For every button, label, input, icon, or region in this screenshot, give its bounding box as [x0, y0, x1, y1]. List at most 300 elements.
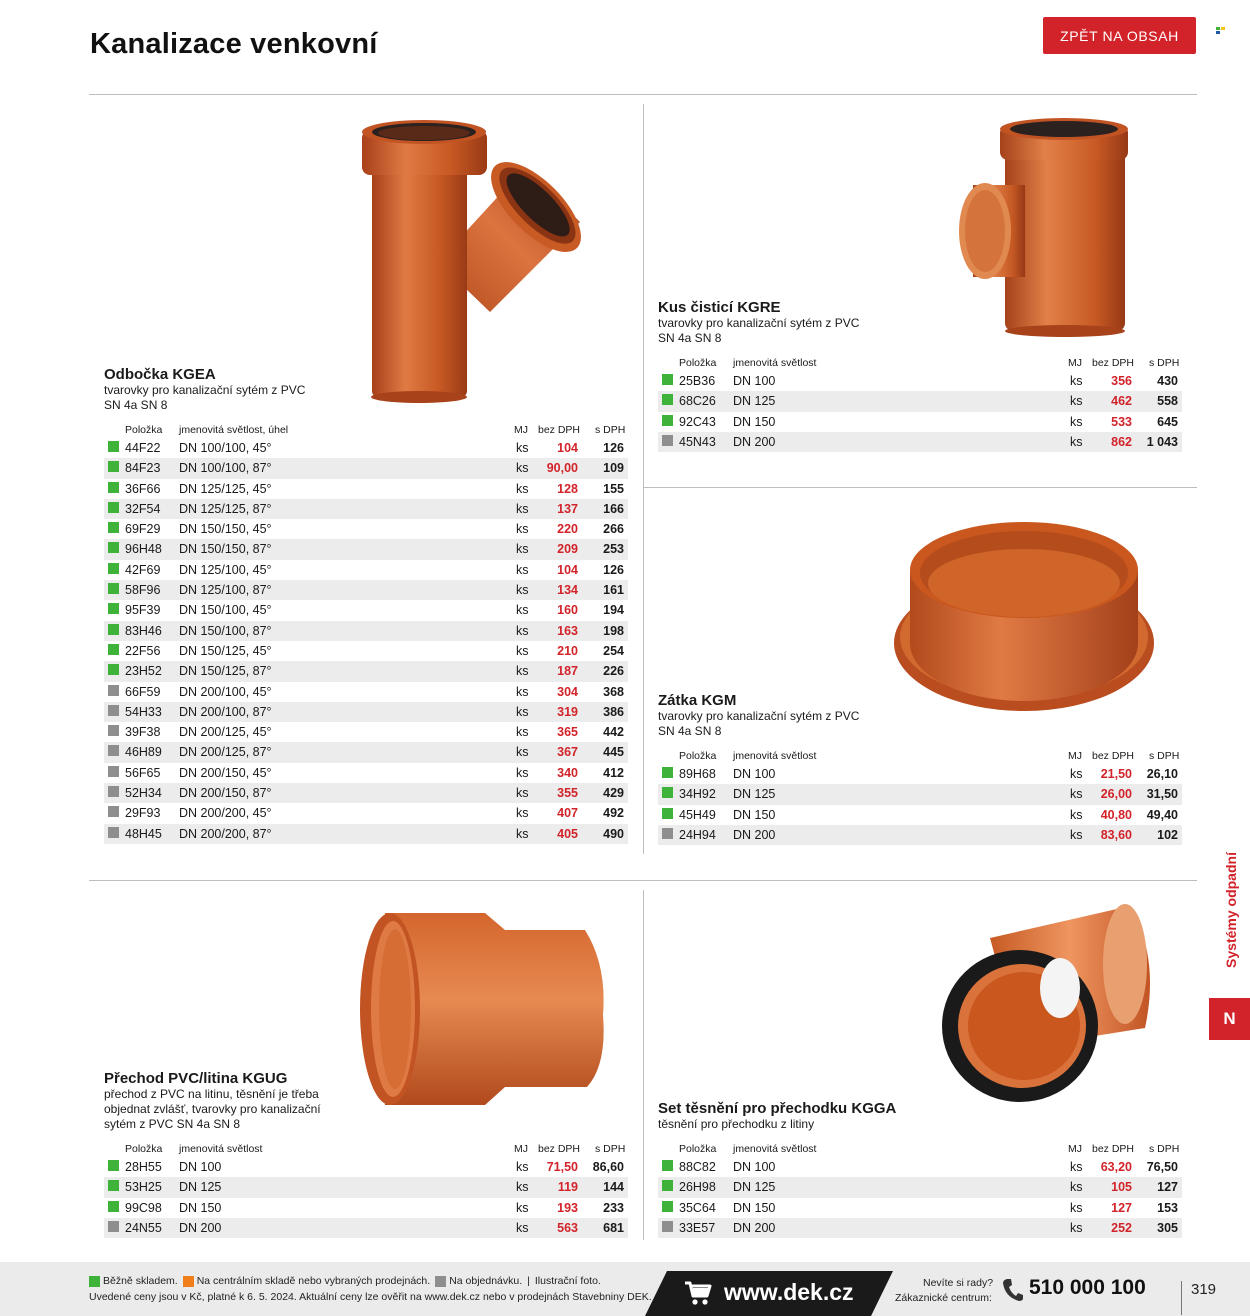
item-code: 44F22: [125, 441, 161, 455]
item-code: 28H55: [125, 1160, 162, 1174]
table-row[interactable]: [104, 702, 628, 722]
header-unit: MJ: [1068, 750, 1082, 762]
price-gross: 412: [603, 765, 624, 780]
kgm-table: [658, 748, 1182, 845]
phone-number[interactable]: 510 000 100: [1029, 1276, 1146, 1299]
item-size: DN 150: [733, 1200, 776, 1215]
section-side-label: Systémy odpadní: [1223, 852, 1239, 968]
item-unit: ks: [1070, 807, 1083, 822]
divider: [643, 104, 644, 854]
header-item: Položka: [679, 750, 717, 762]
table-row[interactable]: [104, 479, 628, 499]
header-item: Položka: [679, 1143, 717, 1155]
on-order-square-icon: [435, 1276, 446, 1287]
kgga-subtitle: těsnění pro přechodku z litiny: [658, 1117, 815, 1131]
item-code: 96H48: [125, 542, 162, 557]
price-gross: 109: [603, 461, 624, 476]
item-code: 36F66: [125, 481, 161, 496]
item-code: 46H89: [125, 745, 162, 760]
table-row[interactable]: [104, 499, 628, 519]
section-tab-n[interactable]: N: [1209, 998, 1250, 1040]
in-stock-square-icon: [662, 394, 673, 405]
in-stock-square-icon: [108, 1160, 119, 1171]
table-row[interactable]: [104, 641, 628, 661]
price-gross: 86,60: [592, 1160, 624, 1174]
item-unit: ks: [1070, 1220, 1083, 1235]
table-row[interactable]: [104, 1177, 628, 1197]
item-code: 69F29: [125, 522, 161, 537]
in-stock-square-icon: [108, 664, 119, 675]
price-net: 365: [557, 725, 578, 740]
price-net: 21,50: [1100, 767, 1132, 781]
header-size: jmenovitá světlost: [733, 357, 817, 369]
item-unit: ks: [516, 1180, 529, 1195]
header-size: jmenovitá světlost, úhel: [179, 424, 289, 436]
item-code: 88C82: [679, 1160, 716, 1174]
kgm-title: Zátka KGM: [658, 692, 737, 709]
item-unit: ks: [516, 1160, 529, 1174]
price-net: 160: [557, 603, 578, 618]
item-unit: ks: [516, 786, 529, 801]
table-header: [104, 422, 628, 438]
price-net: 127: [1111, 1200, 1132, 1215]
item-code: 89H68: [679, 767, 716, 781]
header-price-gross: s DPH: [1149, 1143, 1180, 1155]
kgga-title: Set těsnění pro přechodku KGGA: [658, 1100, 897, 1117]
kgug-subtitle-3: sytém z PVC SN 4a SN 8: [104, 1117, 241, 1131]
item-size: DN 100: [733, 1160, 776, 1174]
in-stock-square-icon: [108, 1180, 119, 1191]
price-gross: 144: [603, 1180, 624, 1195]
item-unit: ks: [516, 461, 529, 476]
table-row[interactable]: [658, 391, 1182, 411]
header-item: Položka: [125, 424, 163, 436]
price-net: 134: [557, 583, 578, 598]
kgga-table: [658, 1141, 1182, 1238]
header-unit: MJ: [514, 1143, 528, 1155]
kgre-subtitle-2: SN 4a SN 8: [658, 331, 722, 345]
price-gross: 226: [603, 664, 624, 679]
legend-in-stock: Běžně skladem.: [103, 1275, 178, 1287]
phone-icon: [1002, 1278, 1024, 1302]
in-stock-square-icon: [662, 415, 673, 426]
price-net: 71,50: [546, 1160, 578, 1174]
central-stock-square-icon: [183, 1276, 194, 1287]
table-row[interactable]: [658, 1218, 1182, 1238]
cart-icon: [684, 1280, 712, 1306]
on-order-square-icon: [108, 685, 119, 696]
item-unit: ks: [516, 603, 529, 618]
price-gross: 445: [603, 745, 624, 760]
item-code: 48H45: [125, 826, 162, 841]
on-order-square-icon: [108, 766, 119, 777]
table-row[interactable]: [104, 742, 628, 762]
price-net: 104: [557, 562, 578, 577]
item-code: 24N55: [125, 1220, 162, 1235]
table-row[interactable]: [104, 539, 628, 559]
item-unit: ks: [516, 745, 529, 760]
table-row[interactable]: [658, 784, 1182, 804]
divider: [643, 487, 1197, 488]
price-gross: 490: [603, 826, 624, 841]
table-header: [658, 748, 1182, 764]
item-size: DN 125: [733, 787, 776, 802]
price-gross: 429: [603, 786, 624, 801]
price-net: 533: [1111, 414, 1132, 429]
in-stock-square-icon: [108, 603, 119, 614]
item-size: DN 200/125, 87°: [179, 745, 272, 760]
in-stock-square-icon: [662, 1201, 673, 1212]
table-row[interactable]: [104, 803, 628, 823]
header-unit: MJ: [1068, 1143, 1082, 1155]
legend-illustration: Ilustrační foto.: [534, 1275, 601, 1287]
item-unit: ks: [516, 684, 529, 699]
price-net: 137: [557, 501, 578, 516]
item-code: 34H92: [679, 787, 716, 802]
legend-central: Na centrálním skladě nebo vybraných prodejnách.: [196, 1275, 431, 1287]
price-net: 405: [557, 826, 578, 841]
price-net: 26,00: [1100, 787, 1132, 802]
item-size: DN 200/150, 87°: [179, 786, 272, 801]
on-order-square-icon: [108, 705, 119, 716]
item-size: DN 150/100, 87°: [179, 623, 272, 638]
header-price-gross: s DPH: [1149, 357, 1180, 369]
table-row[interactable]: [104, 458, 628, 478]
header-size: jmenovitá světlost: [733, 1143, 817, 1155]
item-size: DN 150/150, 45°: [179, 522, 272, 537]
in-stock-square-icon: [108, 441, 119, 452]
price-net: 367: [557, 745, 578, 760]
header-price-gross: s DPH: [595, 424, 626, 436]
price-note: Uvedené ceny jsou v Kč, platné k 6. 5. 2024. Aktuální ceny lze ověřit na www.dek.cz nebo v prodejnách Stavebniny DEK.: [89, 1291, 652, 1303]
item-code: 54H33: [125, 704, 162, 719]
price-net: 462: [1111, 394, 1132, 409]
item-unit: ks: [516, 542, 529, 557]
item-size: DN 200/200, 87°: [179, 826, 272, 841]
price-gross: 368: [603, 684, 624, 699]
price-gross: 558: [1157, 394, 1178, 409]
item-code: 45H49: [679, 807, 716, 822]
in-stock-square-icon: [108, 482, 119, 493]
price-gross: 305: [1157, 1220, 1178, 1235]
item-code: 23H52: [125, 664, 162, 679]
item-code: 26H98: [679, 1180, 716, 1195]
table-row[interactable]: [104, 519, 628, 539]
in-stock-square-icon: [108, 502, 119, 513]
item-size: DN 200: [733, 827, 776, 842]
kgea-subtitle-2: SN 4a SN 8: [104, 398, 168, 412]
table-row[interactable]: [658, 1198, 1182, 1218]
item-unit: ks: [1070, 414, 1083, 429]
item-unit: ks: [1070, 1200, 1083, 1215]
item-size: DN 200: [733, 1220, 776, 1235]
item-code: 68C26: [679, 394, 716, 409]
item-unit: ks: [516, 664, 529, 679]
price-gross: 26,10: [1146, 767, 1178, 781]
table-row[interactable]: [104, 1198, 628, 1218]
price-net: 40,80: [1100, 807, 1132, 822]
item-unit: ks: [516, 441, 529, 455]
header-price-gross: s DPH: [1149, 750, 1180, 762]
price-gross: 126: [603, 441, 624, 455]
item-code: 35C64: [679, 1200, 716, 1215]
help-question: Nevíte si rady?: [923, 1277, 994, 1289]
price-net: 862: [1111, 434, 1132, 449]
item-code: 29F93: [125, 806, 161, 821]
item-unit: ks: [1070, 394, 1083, 409]
kgm-subtitle: tvarovky pro kanalizační sytém z PVC: [658, 709, 860, 723]
divider: [643, 890, 644, 1240]
price-gross: 645: [1157, 414, 1178, 429]
header-item: Položka: [125, 1143, 163, 1155]
on-order-square-icon: [108, 725, 119, 736]
kgug-title: Přechod PVC/litina KGUG: [104, 1070, 288, 1087]
item-size: DN 125: [179, 1180, 222, 1195]
price-net: 210: [557, 643, 578, 658]
table-row[interactable]: [104, 722, 628, 742]
header-price-net: bez DPH: [1092, 750, 1135, 762]
item-size: DN 150/125, 45°: [179, 643, 272, 658]
price-gross: 49,40: [1146, 807, 1178, 822]
item-size: DN 125: [733, 1180, 776, 1195]
in-stock-square-icon: [108, 563, 119, 574]
in-stock-square-icon: [662, 1160, 673, 1171]
table-row[interactable]: [104, 600, 628, 620]
item-size: DN 200/100, 87°: [179, 704, 272, 719]
item-code: 84F23: [125, 461, 161, 476]
table-row[interactable]: [104, 682, 628, 702]
item-size: DN 150/100, 45°: [179, 603, 272, 618]
table-header: [104, 1141, 628, 1157]
item-size: DN 100: [179, 1160, 222, 1174]
table-row[interactable]: [658, 825, 1182, 845]
item-size: DN 150/150, 87°: [179, 542, 272, 557]
table-row[interactable]: [104, 824, 628, 844]
footer-divider: [1181, 1281, 1182, 1315]
item-unit: ks: [516, 765, 529, 780]
price-gross: 198: [603, 623, 624, 638]
in-stock-square-icon: [108, 644, 119, 655]
price-net: 319: [557, 704, 578, 719]
kgea-title: Odbočka KGEA: [104, 366, 216, 383]
item-unit: ks: [516, 704, 529, 719]
item-unit: ks: [1070, 787, 1083, 802]
header-size: jmenovitá světlost: [733, 750, 817, 762]
page-number: 319: [1191, 1281, 1217, 1298]
price-gross: 161: [603, 583, 624, 598]
item-unit: ks: [516, 623, 529, 638]
table-row[interactable]: [104, 763, 628, 783]
price-net: 356: [1111, 374, 1132, 388]
header-price-net: bez DPH: [538, 1143, 581, 1155]
item-size: DN 150: [179, 1200, 222, 1215]
item-code: 25B36: [679, 374, 716, 388]
item-size: DN 150/125, 87°: [179, 664, 272, 679]
price-gross: 430: [1157, 374, 1178, 388]
header-item: Položka: [679, 357, 717, 369]
kgea-subtitle: tvarovky pro kanalizační sytém z PVC: [104, 383, 306, 397]
flag-icon: [1216, 27, 1225, 34]
price-net: 304: [557, 684, 578, 699]
header-price-net: bez DPH: [1092, 1143, 1135, 1155]
price-gross: 194: [603, 603, 624, 618]
in-stock-square-icon: [108, 542, 119, 553]
table-row[interactable]: [658, 764, 1182, 784]
price-gross: 233: [603, 1200, 624, 1215]
price-net: 340: [557, 765, 578, 780]
table-header: [658, 1141, 1182, 1157]
price-gross: 253: [603, 542, 624, 557]
price-net: 252: [1111, 1220, 1132, 1235]
item-code: 52H34: [125, 786, 162, 801]
header-price-net: bez DPH: [1092, 357, 1135, 369]
header-unit: MJ: [1068, 357, 1082, 369]
page-title: Kanalizace venkovní: [90, 28, 378, 60]
item-unit: ks: [1070, 434, 1083, 449]
price-net: 90,00: [546, 461, 578, 476]
item-unit: ks: [1070, 374, 1083, 388]
item-unit: ks: [516, 562, 529, 577]
in-stock-square-icon: [662, 1180, 673, 1191]
price-net: 128: [557, 481, 578, 496]
in-stock-square-icon: [662, 808, 673, 819]
header-price-gross: s DPH: [595, 1143, 626, 1155]
legend-separator: |: [527, 1275, 530, 1287]
item-code: 99C98: [125, 1200, 162, 1215]
item-size: DN 200/150, 45°: [179, 765, 272, 780]
header-price-net: bez DPH: [538, 424, 581, 436]
table-row[interactable]: [104, 621, 628, 641]
on-order-square-icon: [662, 828, 673, 839]
item-unit: ks: [516, 501, 529, 516]
on-order-square-icon: [108, 827, 119, 838]
in-stock-square-icon: [89, 1276, 100, 1287]
kgga-product-image: [920, 898, 1160, 1118]
kgre-product-image: [955, 115, 1145, 337]
kgre-subtitle: tvarovky pro kanalizační sytém z PVC: [658, 316, 860, 330]
table-row[interactable]: [658, 1177, 1182, 1197]
table-row[interactable]: [658, 412, 1182, 432]
price-gross: 442: [603, 725, 624, 740]
item-unit: ks: [516, 1220, 529, 1235]
item-code: 22F56: [125, 643, 161, 658]
item-size: DN 125/100, 45°: [179, 562, 272, 577]
item-unit: ks: [1070, 827, 1083, 842]
in-stock-square-icon: [108, 461, 119, 472]
item-unit: ks: [1070, 1160, 1083, 1174]
price-gross: 492: [603, 806, 624, 821]
on-order-square-icon: [662, 1221, 673, 1232]
header-size: jmenovitá světlost: [179, 1143, 263, 1155]
header-unit: MJ: [514, 424, 528, 436]
price-gross: 127: [1157, 1180, 1178, 1195]
item-code: 58F96: [125, 583, 161, 598]
website-link[interactable]: www.dek.cz: [724, 1279, 854, 1305]
table-row[interactable]: [104, 1157, 628, 1177]
stock-legend: [89, 1275, 606, 1287]
item-code: 95F39: [125, 603, 161, 618]
price-gross: 166: [603, 501, 624, 516]
item-code: 56F65: [125, 765, 161, 780]
legend-order: Na objednávku.: [449, 1275, 523, 1287]
price-gross: 126: [603, 562, 624, 577]
item-unit: ks: [516, 1200, 529, 1215]
item-size: DN 200/100, 45°: [179, 684, 272, 699]
price-gross: 76,50: [1146, 1160, 1178, 1174]
item-code: 32F54: [125, 501, 161, 516]
table-row[interactable]: [104, 1218, 628, 1238]
item-size: DN 200/200, 45°: [179, 806, 272, 821]
item-size: DN 100: [733, 374, 776, 388]
item-size: DN 200: [733, 434, 776, 449]
price-net: 105: [1111, 1180, 1132, 1195]
in-stock-square-icon: [662, 374, 673, 385]
price-net: 193: [557, 1200, 578, 1215]
price-gross: 102: [1157, 827, 1178, 842]
item-code: 33E57: [679, 1220, 716, 1235]
table-row[interactable]: [658, 371, 1182, 391]
item-unit: ks: [516, 583, 529, 598]
back-to-contents-button[interactable]: ZPĚT NA OBSAH: [1043, 17, 1196, 54]
in-stock-square-icon: [108, 624, 119, 635]
table-row[interactable]: [104, 560, 628, 580]
price-gross: 254: [603, 643, 624, 658]
table-row[interactable]: [104, 580, 628, 600]
item-unit: ks: [516, 826, 529, 841]
item-unit: ks: [1070, 1180, 1083, 1195]
item-unit: ks: [1070, 767, 1083, 781]
item-size: DN 100/100, 87°: [179, 461, 272, 476]
table-row[interactable]: [104, 438, 628, 458]
table-row[interactable]: [658, 1157, 1182, 1177]
kgre-table: [658, 355, 1182, 452]
price-net: 355: [557, 786, 578, 801]
in-stock-square-icon: [108, 1201, 119, 1212]
price-gross: 681: [603, 1220, 624, 1235]
table-row[interactable]: [658, 432, 1182, 452]
table-row[interactable]: [658, 805, 1182, 825]
item-unit: ks: [516, 725, 529, 740]
help-center-label: Zákaznické centrum:: [895, 1292, 992, 1304]
item-size: DN 150: [733, 414, 776, 429]
item-code: 39F38: [125, 725, 161, 740]
table-row[interactable]: [104, 661, 628, 681]
on-order-square-icon: [108, 786, 119, 797]
divider: [89, 880, 1197, 881]
item-size: DN 200: [179, 1220, 222, 1235]
kgea-table: [104, 422, 628, 844]
price-net: 83,60: [1100, 827, 1132, 842]
on-order-square-icon: [108, 1221, 119, 1232]
item-code: 53H25: [125, 1180, 162, 1195]
item-size: DN 150: [733, 807, 776, 822]
price-gross: 266: [603, 522, 624, 537]
kgea-product-image: [350, 112, 600, 404]
price-net: 119: [557, 1180, 578, 1195]
item-code: 66F59: [125, 684, 161, 699]
price-net: 63,20: [1100, 1160, 1132, 1174]
on-order-square-icon: [108, 806, 119, 817]
kgm-subtitle-2: SN 4a SN 8: [658, 724, 722, 738]
kgug-product-image: [355, 905, 610, 1115]
table-row[interactable]: [104, 783, 628, 803]
table-header: [658, 355, 1182, 371]
item-code: 92C43: [679, 414, 716, 429]
item-size: DN 100/100, 45°: [179, 441, 272, 455]
on-order-square-icon: [108, 745, 119, 756]
in-stock-square-icon: [108, 583, 119, 594]
in-stock-square-icon: [662, 767, 673, 778]
